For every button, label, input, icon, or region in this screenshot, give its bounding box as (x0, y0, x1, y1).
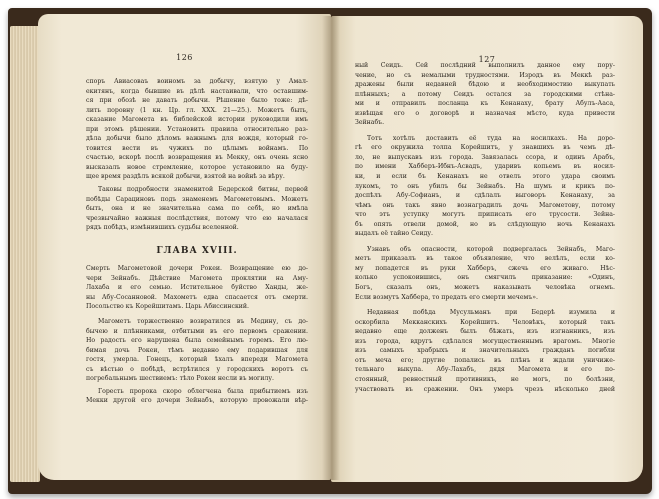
text-line: чѣмъ онъ такъ явно вознаградилъ дочь Магометову, потому (355, 201, 615, 209)
text-line: побѣды Сарациновъ подъ знаменемъ Магометовымъ. Можетъ (86, 195, 308, 203)
left-page (38, 14, 331, 480)
left-paragraph-1 (86, 77, 308, 182)
text-line: тельнаго выкупа. Абу-Лахабъ, дядя Магомета и его по- (355, 366, 615, 374)
text-line: ны Абу-Сосанновой. Махометъ едва спасается отъ смерти. (86, 293, 308, 301)
right-paragraph-3 (355, 245, 615, 302)
text-line: Если возмутъ Хаббера, то предать его смерти мечемъ». (355, 293, 539, 301)
text-line: бимая дочь Рокеи, тѣмъ недавно ему подарившая для (86, 346, 308, 354)
text-line: счастью, вскорѣ послѣ возвращения въ Мекку, онъ очень ясно (86, 154, 308, 162)
text-line: Узнавъ объ опасности, которой подвергалась Зейнабъ, Маго- (367, 245, 615, 253)
text-line: недавно еще долженъ былъ бѣжать, изъ изгнанникъ, изъ (355, 328, 615, 336)
text-line: съ вѣстью о побѣдѣ, встрѣтился у городскихъ воротъ съ (86, 365, 308, 373)
text-line: му попадется въ руки Хабберъ, сжечь его живаго. Нѣс- (355, 264, 615, 272)
text-line: участвовать въ сражении. Онъ умеръ чрезъ нѣсколько дней (355, 385, 615, 393)
text-line: дражены были недавней бѣдою и необходимостию выкупать (355, 81, 615, 89)
text-line: колько успокоившись, онъ смягчилъ приказание: «Одинъ, (355, 274, 615, 282)
text-line: ки, и если бъ Кенанахъ не отвелъ этого удара своимъ (355, 173, 615, 181)
text-line: екитянъ, когда бывшие въ дѣлѣ настаивали, что оставшим- (86, 87, 308, 95)
text-line: чери Зейнабъ. Дѣйствие Магомета проклятии на Аму- (86, 274, 308, 282)
left-page-text (86, 77, 308, 406)
text-line: лить поровну (1 кн. Цр. гл. XXX. 21—25.). Можетъ быть, (86, 106, 308, 114)
text-line: ся при обозѣ не давать добычи. Рѣшение было тоже: дѣ- (86, 97, 308, 105)
right-paragraph-4 (355, 308, 615, 394)
text-line: выдалъ её тайно Сеиду. (355, 230, 434, 238)
text-line: Зейнабъ. (355, 119, 385, 127)
text-line: быть, она и не значительна сама по себѣ, но имѣла (86, 205, 308, 213)
text-line: сказание Магомета въ библейской истории руководили имъ (86, 116, 308, 124)
right-paragraph-1 (355, 61, 615, 128)
book-gutter (322, 16, 340, 480)
text-line: ло, не выпускавъ изъ города. Завязалась ссора, и одинъ Арабъ, (355, 153, 615, 161)
text-line: чрезвычайно важныя послѣдствия, потому что ею началася (86, 214, 308, 222)
text-line: изъ города, вдругъ сдѣлался могущественнымъ врагомъ. Многіе (355, 337, 615, 345)
text-line: изъ самыхъ храбрыхъ и значительныхъ гражданъ погибли (355, 347, 615, 355)
text-line: отъ меча его; другие попались въ плѣнъ и ждали уничиже- (355, 356, 615, 364)
text-line: ный Сеидъ. Сей послѣдний выполнилъ данное ему пору- (355, 62, 615, 69)
text-line: метъ приказалъ въ такое объявление, что велѣлъ, если ко- (355, 255, 615, 263)
text-line: бъ опять отвели домой, но въ слѣдующую ночь Кенанахъ (355, 220, 615, 228)
text-line: плѣнныхъ; а потому Сеидъ остался за городскими стѣна- (355, 90, 615, 98)
page-edges (10, 26, 40, 482)
text-line: при этомъ рѣшении. Установить правила относительно раз- (86, 125, 308, 133)
right-paragraph-2 (355, 134, 615, 239)
left-paragraph-2 (86, 185, 308, 233)
text-line: Посольство къ Корейшитамъ. Царь Абиссинский. (86, 303, 250, 311)
text-line: Но радость его нарушена была семейнымъ горемъ. Его лю- (86, 337, 308, 345)
text-line: что этъ уступку могутъ приписать его трусости. Зейна- (355, 211, 615, 219)
text-line: споръ Авиасоваъ воиномъ за добычу, взятую у Амал- (86, 78, 308, 85)
text-line: Таковы подробности знаменитой Бедерской битвы, первой (98, 186, 308, 194)
page-number-left: 126 (176, 53, 193, 62)
text-line: чение, но съ немалыми трудностями. Изродъ въ Меккѣ раз- (355, 71, 615, 79)
text-line: стоянный, ревностный противникъ, не могъ, по болѣзни, (355, 375, 615, 383)
text-line: лукомъ, то онъ убилъ бы Зейнабъ. На шумъ и крикъ по- (355, 182, 615, 190)
text-line: Тотъ хотѣлъ доставить её туда на носилкахъ. На доро- (367, 134, 615, 142)
chapter-heading: ГЛАВА XVIII. (156, 245, 238, 256)
left-paragraph-3 (86, 317, 308, 384)
text-line: бычею и плѣнниками, отбитыми въ его первомъ сражении. (86, 327, 308, 335)
right-page-text (355, 61, 615, 394)
chapter-summary (86, 264, 308, 312)
page-number-right: 127 (478, 55, 496, 64)
text-line: Мекки другой его дочери Зейнабъ, которую провожали вѣр- (86, 397, 308, 405)
text-line: щее время раздѣлъ всякой добычи, взятой на войнѣ за вѣру. (86, 173, 285, 181)
text-line: гостя, умерла. Гонецъ, который ѣхалъ впереди Магомета (86, 356, 308, 364)
text-line: оскорбила Мекканскихъ Корейшитъ. Человѣкъ, который такъ (355, 318, 615, 326)
text-line: высказалъ новое стремление, которое установило на буду- (86, 163, 308, 171)
text-line: Лахаба и его семью. Истительное буйство Ханды, же- (86, 284, 308, 292)
text-line: погребальнымъ шествиемъ: тѣло Рокеи несли въ могилу. (86, 375, 274, 383)
text-line: доспѣлъ Абу-Софианъ, и сдѣлалъ выговоръ Кенанаху, за (355, 192, 615, 200)
text-line: Недавная побѣда Мусульманъ при Бедерѣ изумила и (367, 309, 615, 317)
left-paragraph-4 (86, 387, 308, 406)
text-line: Горесть пророка скоро облегчена была прибытиемъ изъ (98, 387, 308, 395)
text-line: извѣщая его о договорѣ и назначая мѣсто, куда привести (355, 109, 615, 117)
text-line: Магометъ торжественно возвратился въ Медину, съ до- (98, 318, 308, 326)
text-line: товится вести въ чужихъ по цѣлымъ войнамъ. По (86, 144, 308, 152)
text-line: рядъ побѣдъ, измѣнившихъ судьбы вселенной. (86, 224, 239, 232)
text-line: Смерть Магометовой дочери Рокеи. Возвращение ею до- (86, 265, 308, 273)
text-line: ми и отправилъ посланца къ Кенанаху, брату Абулъ-Ааса, (355, 100, 615, 108)
text-line: гѣ его окружила толпа Корейшитъ, у знавшихъ въ чемъ дѣ- (355, 144, 615, 152)
right-page (331, 16, 643, 482)
text-line: по имени Хабберъ-Ибнъ-Асвадъ, ударивъ копьемъ въ носил- (355, 163, 615, 171)
text-line: дѣла добычи было дѣломъ важнымъ для вождя, который го- (86, 135, 308, 143)
text-line: Богъ, сказалъ онъ, можетъ наказывать человѣка огнемъ. (355, 284, 615, 292)
